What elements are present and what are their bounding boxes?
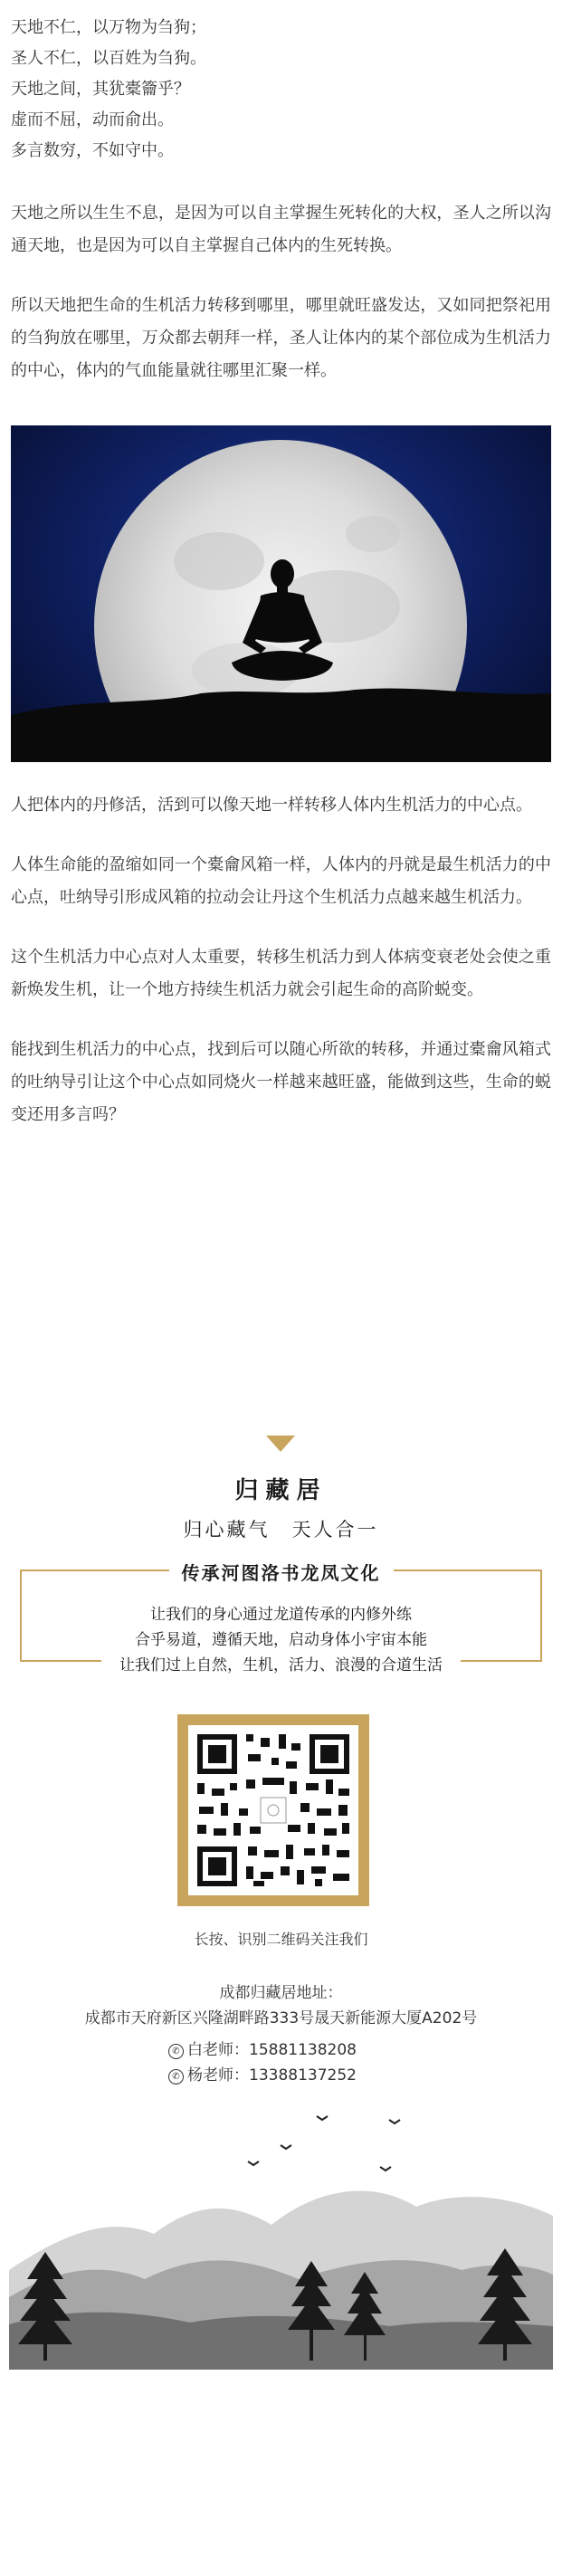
verse-line: 圣人不仁，以百姓为刍狗。 — [11, 49, 206, 68]
verse-line: 天地不仁，以万物为刍狗； — [11, 18, 206, 37]
promo-card — [9, 1392, 553, 2370]
paragraph: 所以天地把生命的生机活力转移到哪里，哪里就旺盛发达，又如同把祭祀用的刍狗放在哪里，万众都去朝拜一样，圣人让体内的某个部位成为生机活力的中心，体内的气血能量就往哪里汇聚一样。 — [11, 296, 551, 380]
phone-icon: ✆ — [168, 2069, 184, 2085]
mission-line: 合乎易道，遵循天地，启动身体小宇宙本能 — [135, 1631, 427, 1649]
phone-icon: ✆ — [168, 2044, 184, 2059]
ink-landscape-image — [9, 2098, 553, 2370]
verse-block — [11, 13, 551, 167]
phone-yang[interactable] — [168, 2062, 357, 2085]
verse-line: 多言数穷，不如守中。 — [11, 141, 174, 160]
mission-frame — [20, 1562, 542, 1674]
brand-slogan: 归心藏气 天人合一 — [183, 1519, 379, 1541]
phone-text: 白老师：15881138208 — [187, 2041, 357, 2059]
qr-code-icon — [188, 1725, 358, 1895]
paragraph: 天地之所以生生不息，是因为可以自主掌握生死转化的大权，圣人之所以沟通天地，也是因为可以自主掌握自己体内的生死转换。 — [11, 204, 551, 255]
moon-meditation-image — [11, 425, 551, 762]
mission-line: 让我们过上自然，生机，活力、浪漫的合道生活 — [119, 1656, 443, 1674]
triangle-ornament-icon — [266, 1436, 295, 1452]
article — [0, 0, 562, 1131]
qr-caption: 长按、识别二维码关注我们 — [194, 1931, 368, 1948]
phone-bai[interactable] — [168, 2037, 357, 2059]
verse-line: 虚而不屈，动而俞出。 — [11, 110, 174, 129]
paragraph: 人体生命能的盈缩如同一个橐龠风箱一样，人体内的丹就是最生机活力的中心点，吐纳导引形成风箱的拉动会让丹这个生机活力点越来越生机活力。 — [11, 855, 551, 907]
mission-text — [20, 1602, 542, 1678]
mission-line: 让我们的身心通过龙道传承的内修外练 — [150, 1606, 412, 1624]
address-block — [9, 1980, 553, 2031]
address-text: 成都市天府新区兴隆湖畔路333号晟天新能源大厦A202号 — [84, 2009, 478, 2027]
brand-name: 归藏居 — [234, 1477, 328, 1504]
qr-code[interactable] — [177, 1714, 369, 1906]
phone-text: 杨老师：13388137252 — [187, 2066, 357, 2085]
paragraph: 这个生机活力中心点对人太重要，转移生机活力到人体病变衰老处会使之重新焕发生机，让一个地方持续生机活力就会引起生命的高阶蜕变。 — [11, 948, 551, 999]
address-title: 成都归藏居地址： — [219, 1984, 343, 2002]
verse-line: 天地之间，其犹橐籥乎？ — [11, 80, 190, 99]
frame-title: 传承河图洛书龙凤文化 — [169, 1562, 394, 1584]
paragraph: 人把体内的丹修活，活到可以像天地一样转移人体内生机活力的中心点。 — [11, 796, 532, 815]
paragraph: 能找到生机活力的中心点，找到后可以随心所欲的转移，并通过橐龠风箱式的吐纳导引让这个中心点如同烧火一样越来越旺盛，能做到这些，生命的蜕变还用多言吗？ — [11, 1040, 551, 1124]
